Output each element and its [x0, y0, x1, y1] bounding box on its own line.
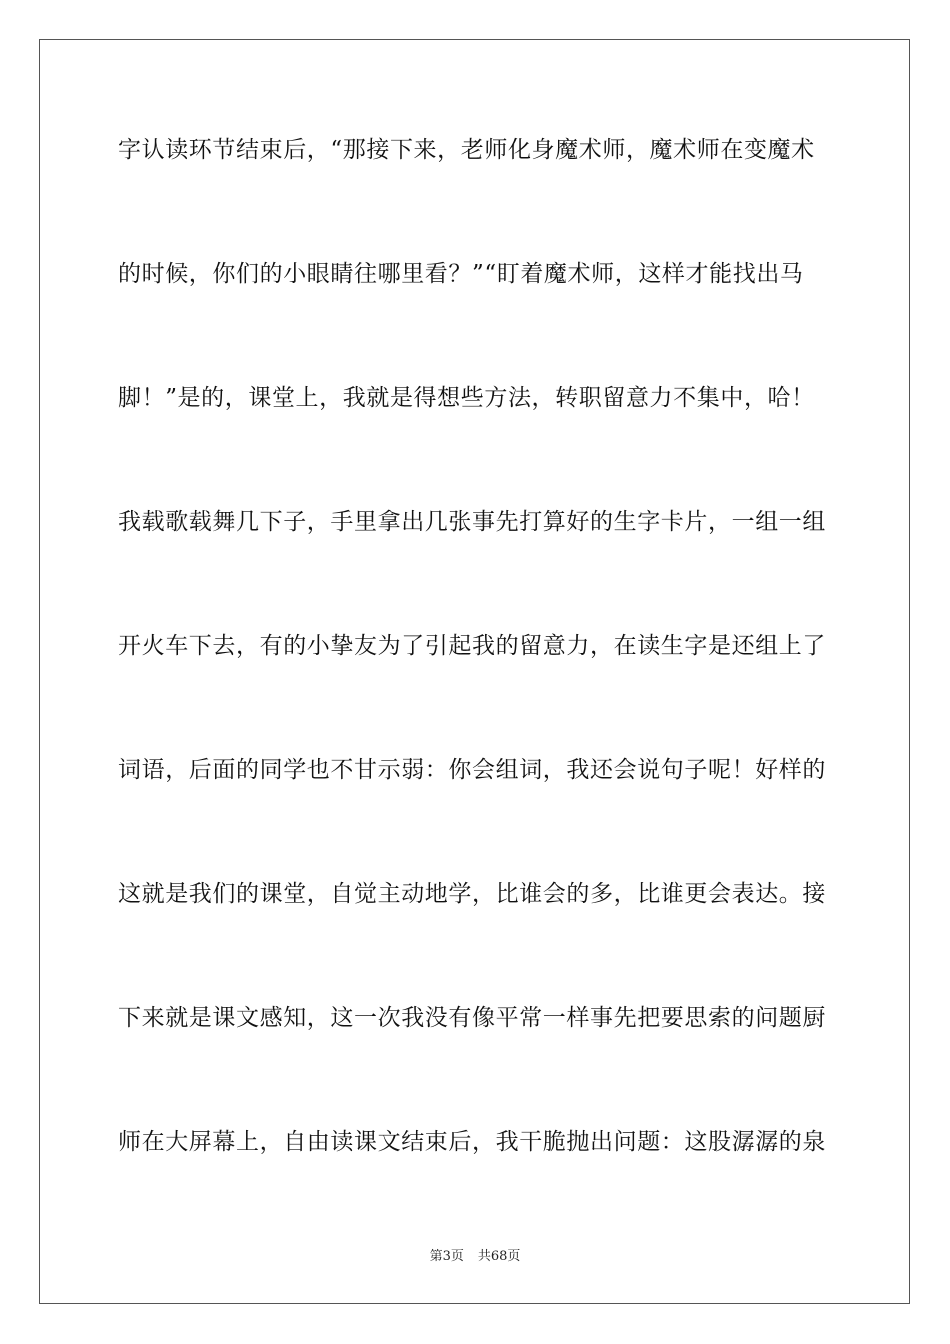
text-line: 词语，后面的同学也不甘示弱：你会组词，我还会说句子呢！好样的 [118, 757, 826, 783]
text-line: 师在大屏幕上，自由读课文结束后，我干脆抛出问题：这股潺潺的泉 [118, 1129, 826, 1155]
text-line: 脚！”是的，课堂上，我就是得想些方法，转职留意力不集中，哈！ [118, 385, 815, 411]
page-number: 第3页 [429, 1249, 464, 1264]
text-line: 下来就是课文感知，这一次我没有像平常一样事先把要思索的问题厨 [118, 1005, 826, 1031]
text-line: 开火车下去，有的小挚友为了引起我的留意力，在读生字是还组上了 [118, 633, 826, 659]
text-line: 这就是我们的课堂，自觉主动地学，比谁会的多，比谁更会表达。接 [118, 881, 826, 907]
text-line: 的时候，你们的小眼睛往哪里看？”“盯着魔术师，这样才能找出马 [118, 261, 804, 287]
page-total: 共68页 [477, 1249, 521, 1264]
page-footer [0, 1248, 950, 1266]
text-line: 我载歌载舞几下子，手里拿出几张事先打算好的生字卡片，一组一组 [118, 509, 826, 535]
page-border [39, 39, 910, 1304]
text-line: 字认读环节结束后，“那接下来，老师化身魔术师，魔术师在变魔术 [118, 137, 815, 163]
